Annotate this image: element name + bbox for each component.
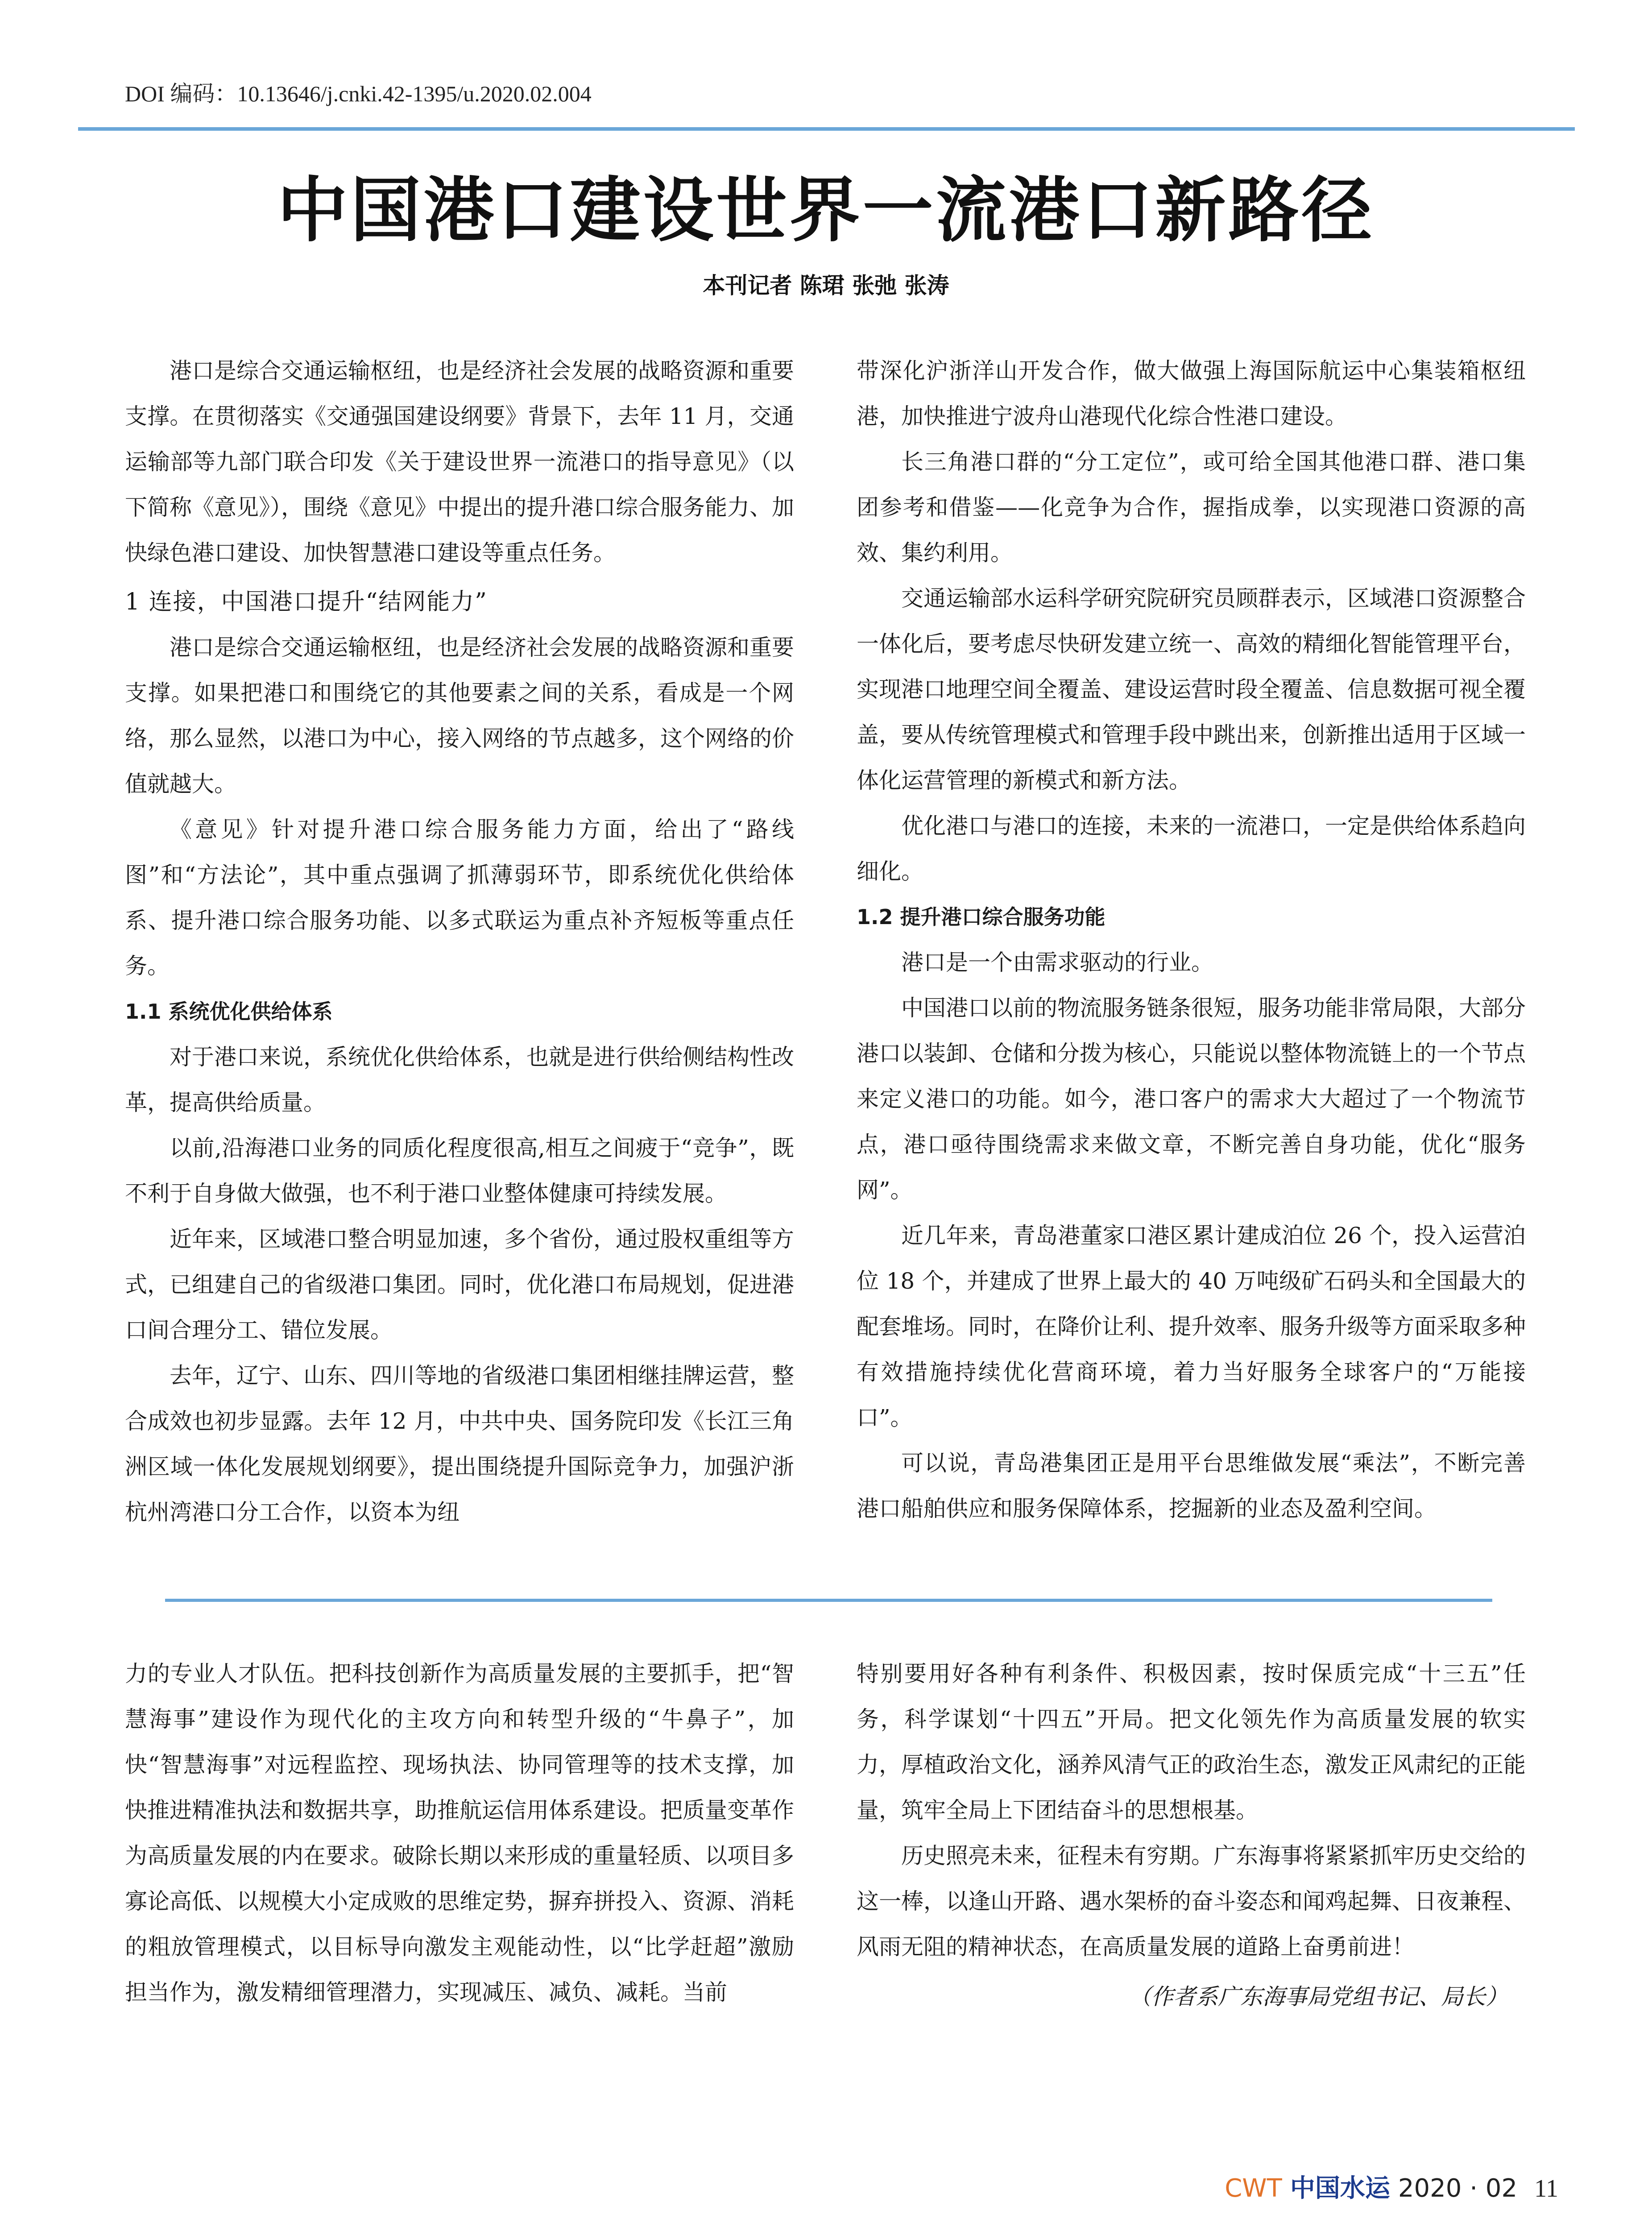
paragraph: 优化港口与港口的连接，未来的一流港口，一定是供给体系趋向细化。 [857, 813, 1526, 884]
issue-number: 2020 · 02 [1398, 2174, 1518, 2203]
paragraph: 可以说，青岛港集团正是用平台思维做发展“乘法”，不断完善港口船舶供应和服务保障体系，挖掘新的业态及盈利空间。 [857, 1450, 1526, 1522]
subsection-heading: 1.1 系统优化供给体系 [125, 999, 333, 1024]
paragraph: 去年，辽宁、山东、四川等地的省级港口集团相继挂牌运营，整合成效也初步显露。去年 12 月，中共中央、国务院印发《长江三角洲区域一体化发展规划纲要》，提出围绕提升国际竞争力，加强沪浙杭州湾港口分工合作，以资本为纽 [125, 1363, 794, 1525]
paragraph: 近几年来，青岛港董家口港区累计建成泊位 26 个，投入运营泊位 18 个，并建成了世界上最大的 40 万吨级矿石码头和全国最大的配套堆场。同时，在降价让利、提升效率、服务升级等方面采取多种有效措施持续优化营商环境，着力当好服务全球客户的“万能接口”。 [857, 1223, 1526, 1431]
doi-code: DOI 编码：10.13646/j.cnki.42-1395/u.2020.02.004 [125, 81, 592, 106]
header-rule [78, 127, 1575, 131]
paragraph: 长三角港口群的“分工定位”，或可给全国其他港口群、港口集团参考和借鉴——化竞争为合作，握指成拳，以实现港口资源的高效、集约利用。 [857, 449, 1526, 566]
section-heading: 1 连接，中国港口提升“结网能力” [125, 589, 488, 615]
paragraph: 中国港口以前的物流服务链条很短，服务功能非常局限，大部分港口以装卸、仓储和分拨为核心，只能说以整体物流链上的一个节点来定义港口的功能。如今，港口客户的需求大大超过了一个物流节点，港口亟待围绕需求来做文章，不断完善自身功能，优化“服务网”。 [857, 995, 1526, 1203]
section-divider [165, 1599, 1492, 1602]
continuation-column-left [125, 1651, 794, 2015]
cwt-logo: CWT [1225, 2174, 1282, 2203]
article-column-right [857, 348, 1526, 1531]
paragraph: 特别要用好各种有利条件、积极因素，按时保质完成“十三五”任务，科学谋划“十四五”开局。把文化领先作为高质量发展的软实力，厚植政治文化，涵养风清气正的政治生态，激发正风肃纪的正能量，筑牢全局上下团结奋斗的思想根基。 [857, 1661, 1526, 1823]
article-byline: 本刊记者 陈珺 张弛 张涛 [703, 273, 949, 299]
page-number: 11 [1534, 2175, 1558, 2202]
article-column-left [125, 348, 794, 1535]
page-footer [1225, 2169, 1558, 2204]
magazine-name: 中国水运 [1290, 2173, 1390, 2203]
subsection-heading: 1.2 提升港口综合服务功能 [857, 905, 1105, 929]
paragraph: 交通运输部水运科学研究院研究员顾群表示，区域港口资源整合一体化后，要考虑尽快研发建立统一、高效的精细化智能管理平台，实现港口地理空间全覆盖、建设运营时段全覆盖、信息数据可视全覆盖，要从传统管理模式和管理手段中跳出来，创新推出适用于区域一体化运营管理的新模式和新方法。 [857, 585, 1526, 793]
paragraph: 港口是综合交通运输枢纽，也是经济社会发展的战略资源和重要支撑。在贯彻落实《交通强国建设纲要》背景下，去年 11 月，交通运输部等九部门联合印发《关于建设世界一流港口的指导意见》（以下简称《意见》），围绕《意见》中提出的提升港口综合服务能力、加快绿色港口建设、加快智慧港口建设等重点任务。 [125, 358, 794, 566]
paragraph: 港口是一个由需求驱动的行业。 [901, 950, 1213, 975]
paragraph: 带深化沪浙洋山开发合作，做大做强上海国际航运中心集装箱枢纽港，加快推进宁波舟山港现代化综合性港口建设。 [857, 358, 1526, 429]
paragraph: 以前,沿海港口业务的同质化程度很高,相互之间疲于“竞争”，既不利于自身做大做强，也不利于港口业整体健康可持续发展。 [125, 1135, 794, 1207]
paragraph: 《意见》针对提升港口综合服务能力方面，给出了“路线图”和“方法论”，其中重点强调了抓薄弱环节，即系统优化供给体系、提升港口综合服务功能、以多式联运为重点补齐短板等重点任务。 [125, 817, 794, 979]
paragraph: 港口是综合交通运输枢纽，也是经济社会发展的战略资源和重要支撑。如果把港口和围绕它的其他要素之间的关系，看成是一个网络，那么显然，以港口为中心，接入网络的节点越多，这个网络的价值就越大。 [125, 634, 794, 797]
paragraph: 对于港口来说，系统优化供给体系，也就是进行供给侧结构性改革，提高供给质量。 [125, 1044, 794, 1116]
paragraph: 力的专业人才队伍。把科技创新作为高质量发展的主要抓手，把“智慧海事”建设作为现代化的主攻方向和转型升级的“牛鼻子”，加快“智慧海事”对远程监控、现场执法、协同管理等的技术支撑，加快推进精准执法和数据共享，助推航运信用体系建设。把质量变革作为高质量发展的内在要求。破除长期以来形成的重量轻质、以项目多寡论高低、以规模大小定成败的思维定势，摒弃拼投入、资源、消耗的粗放管理模式，以目标导向激发主观能动性，以“比学赶超”激励担当作为，激发精细管理潜力，实现减压、减负、减耗。当前 [125, 1661, 794, 2005]
paragraph: 历史照亮未来，征程未有穷期。广东海事将紧紧抓牢历史交给的这一棒，以逢山开路、遇水架桥的奋斗姿态和闻鸡起舞、日夜兼程、风雨无阻的精神状态，在高质量发展的道路上奋勇前进！ [857, 1843, 1526, 1960]
author-note: （作者系广东海事局党组书记、局长） [1129, 1984, 1508, 2010]
continuation-column-right [857, 1651, 1526, 2020]
article-title: 中国港口建设世界一流港口新路径 [277, 169, 1375, 252]
paragraph: 近年来，区域港口整合明显加速，多个省份，通过股权重组等方式，已组建自己的省级港口集团。同时，优化港口布局规划，促进港口间合理分工、错位发展。 [125, 1226, 794, 1343]
